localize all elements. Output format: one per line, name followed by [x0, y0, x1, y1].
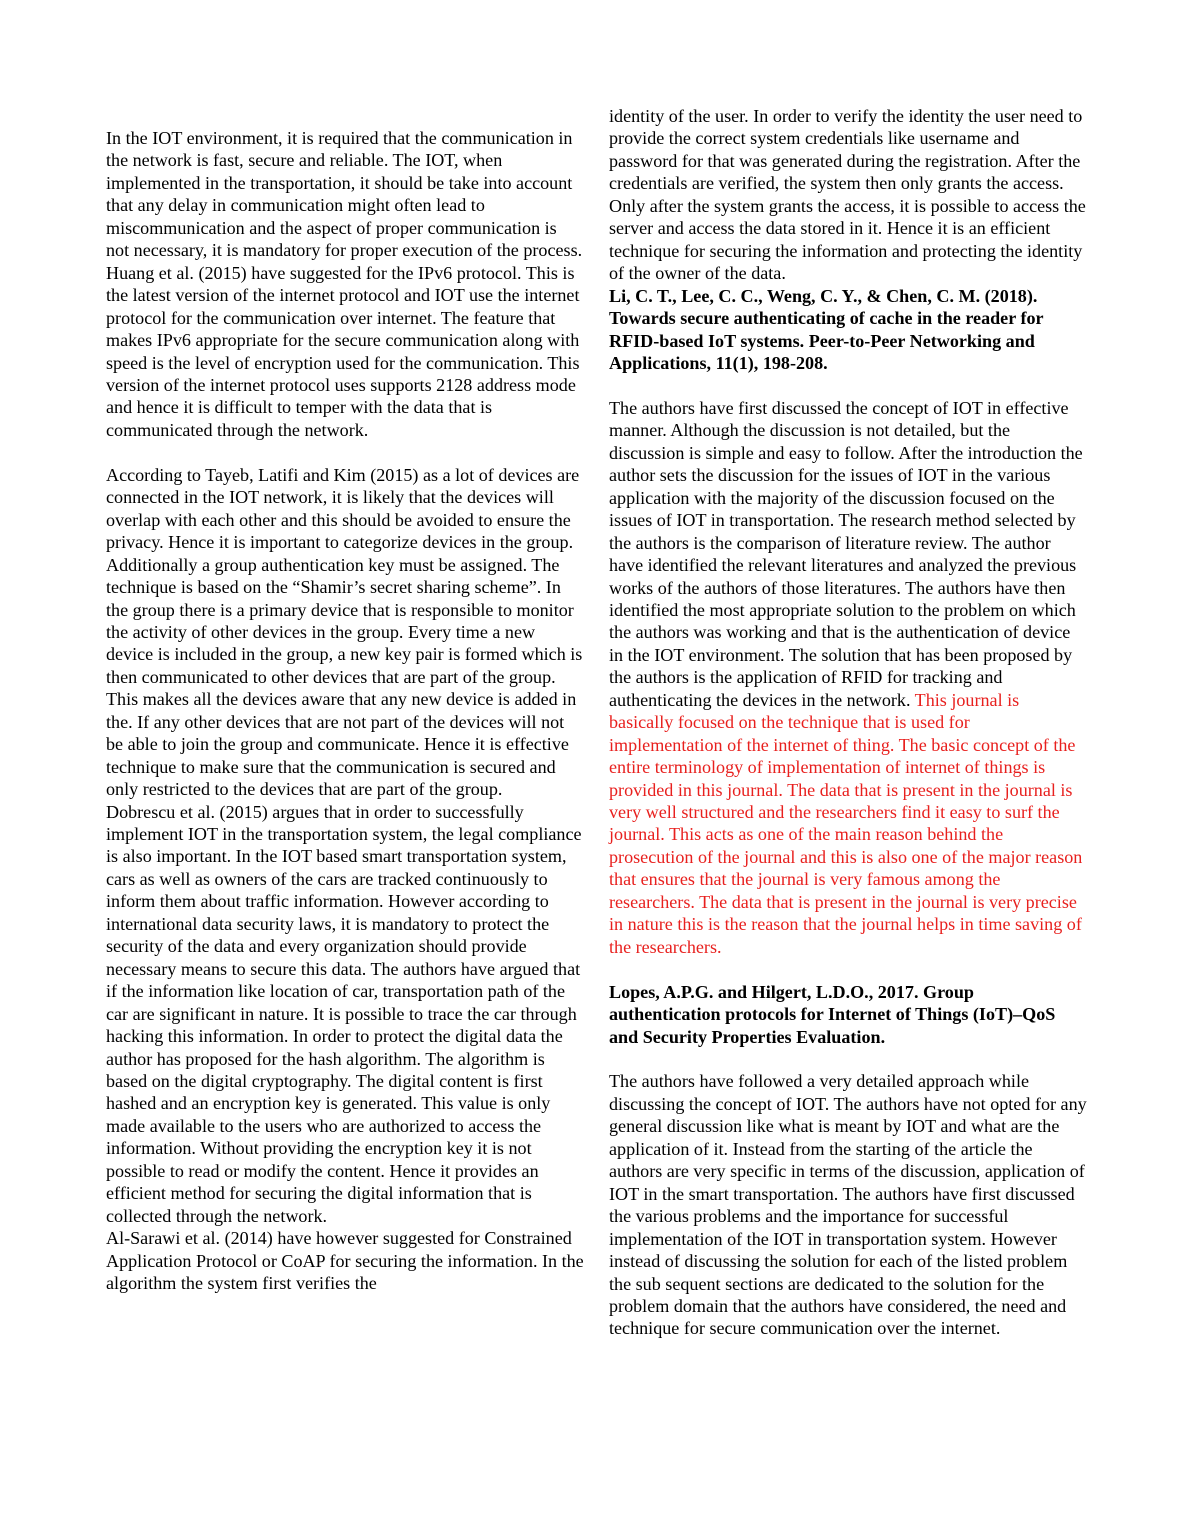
paragraph-identity-continuation: identity of the user. In order to verify the identity the user need to provide the correct system credentials like username and password for that was generated during the registration. After the credentials are verified, the system then only grants the access. Only after the system grants the access, it is possible to access the server and access the data stored in it. Hence it is an efficient technique for securing the information and protecting the identity of the owner of the data.	[609, 106, 1086, 284]
paragraph-spacer	[609, 1048, 1087, 1070]
paragraph-tayeb-latifi-kim: According to Tayeb, Latifi and Kim (2015) as a lot of devices are connected in the IOT network, it is likely that the devices will overlap with each other and this should be avoided to ensure the privacy. Hence it is important to categorize devices in the group. Additionally a group authentication key must be assigned. The technique is based on the “Shamir’s secret sharing scheme”. In the group there is a primary device that is responsible to monitor the activity of other devices in the group. Every time a new device is included in the group, a new key pair is formed which is then communicated to other devices that are part of the group. This makes all the devices aware that any new device is added in the. If any other devices that are not part of the devices will not be able to join the group and communicate. Hence it is effective technique to make sure that the communication is secured and only restricted to the devices that are part of the group.	[106, 464, 583, 800]
review-text: The authors have first discussed the concept of IOT in effective manner. Although the discussion is not detailed, but the discussion is simple and easy to follow. After the introduction the author sets the discussion for the issues of IOT in the various application with the majority of the discussion focused on the issues of IOT in transportation. The research method selected by the authors is the comparison of literature review. The author have identified the relevant literatures and analyzed the previous works of the authors of those literatures. The authors have then identified the most appropriate solution to the problem on which the authors was working and that is the authentication of device in the IOT environment. The solution that has been proposed by the authors is the application of RFID for tracking and authenticating the devices in the network.	[609, 397, 1083, 710]
paragraph-li-review	[609, 397, 1087, 958]
highlighted-review-text: This journal is basically focused on the technique that is used for implementation of the internet of thing. The basic concept of the entire terminology of implementation of internet of things is provided in this journal. The data that is present in the journal is very well structured and the researchers find it easy to surf the journal. This acts as one of the main reason behind the prosecution of the journal and this is also one of the major reason that ensures that the journal is very famous among the researchers. The data that is present in the journal is very precise in nature this is the reason that the journal helps in time saving of the researchers.	[609, 689, 1083, 957]
left-column	[106, 127, 584, 1295]
paragraph-spacer	[106, 441, 584, 463]
right-column	[609, 105, 1087, 1340]
paragraph-al-sarawi: Al-Sarawi et al. (2014) have however suggested for Constrained Application Protocol or CoAP for securing the information. In the algorithm the system first verifies the	[106, 1228, 584, 1294]
paragraph-iot-environment: In the IOT environment, it is required that the communication in the network is fast, secure and reliable. The IOT, when implemented in the transportation, it should be take into account that any delay in communication might often lead to miscommunication and the aspect of proper communication is not necessary, it is mandatory for proper execution of the process. Huang et al. (2015) have suggested for the IPv6 protocol. This is the latest version of the internet protocol and IOT use the internet protocol for the communication over internet. The feature that makes IPv6 appropriate for the secure communication along with speed is the level of encryption used for the communication. This version of the internet protocol uses supports 2128 address mode and hence it is difficult to temper with the data that is communicated through the network.	[106, 128, 583, 440]
paragraph-dobrescu: Dobrescu et al. (2015) argues that in order to successfully implement IOT in the transportation system, the legal compliance is also important. In the IOT based smart transportation system, cars as well as owners of the cars are tracked continuously to inform them about traffic information. However according to international data security laws, it is mandatory to protect the security of the data and every organization should provide necessary means to secure this data. The authors have argued that if the information like location of car, transportation path of the car are significant in nature. It is possible to trace the car through hacking this information. In order to protect the digital data the author has proposed for the hash algorithm. The algorithm is based on the digital cryptography. The digital content is first hashed and an encryption key is generated. This value is only made available to the users who are authorized to access the information. Without providing the encryption key it is not possible to read or modify the content. Hence it provides an efficient method for securing the digital information that is collected through the network.	[106, 801, 582, 1226]
paragraph-spacer	[609, 958, 1087, 980]
reference-lopes-hilgert-2017: Lopes, A.P.G. and Hilgert, L.D.O., 2017. Group authentication protocols for Internet of Things (IoT)–QoS and Security Properties Evaluation.	[609, 981, 1056, 1047]
paragraph-lopes-review: The authors have followed a very detailed approach while discussing the concept of IOT. The authors have not opted for any general discussion like what is meant by IOT and what are the application of it. Instead from the starting of the article the authors are very specific in terms of the discussion, application of IOT in the smart transportation. The authors have first discussed the various problems and the importance for successful implementation of the IOT in transportation system. However instead of discussing the solution for each of the listed problem the sub sequent sections are dedicated to the solution for the problem domain that the authors have considered, the need and technique for secure communication over the internet.	[609, 1071, 1087, 1339]
paragraph-spacer	[609, 374, 1087, 396]
reference-li-et-al-2018: Li, C. T., Lee, C. C., Weng, C. Y., & Chen, C. M. (2018). Towards secure authenticating of cache in the reader for RFID-based IoT systems. Peer-to-Peer Networking and Applications, 11(1), 198-208.	[609, 285, 1044, 373]
